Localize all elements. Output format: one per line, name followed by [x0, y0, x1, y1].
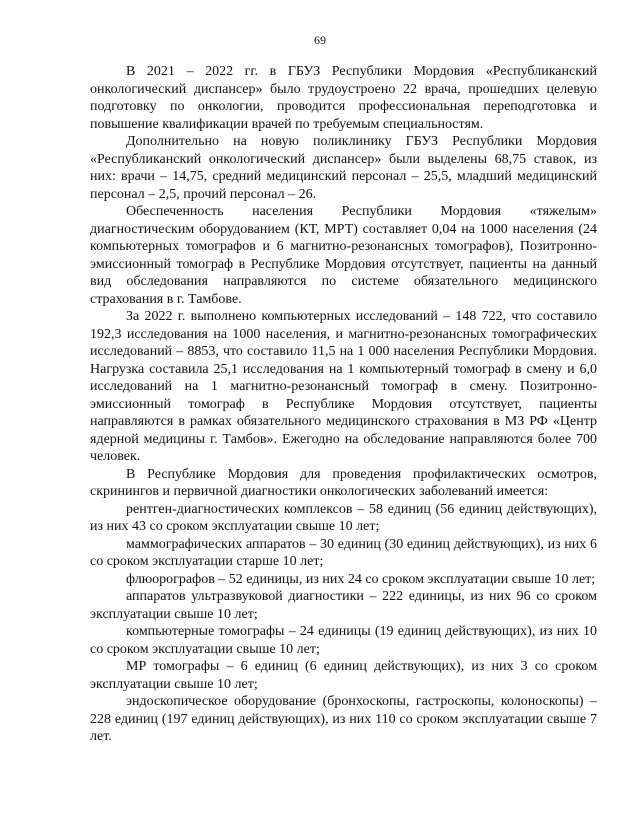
paragraph-staffing: В 2021 – 2022 гг. в ГБУЗ Республики Мордовия «Республиканский онкологический диспансер» было трудоустроено 22 врача, прошедших целевую подготовку по онкологии, проводится профессиональная переподготовка и повышение квалификации врачей по требуемым специальностям.	[90, 64, 597, 132]
list-item-xray: рентген-диагностических комплексов – 58 единиц (56 единиц действующих), из них 43 со сроком эксплуатации свыше 10 лет;	[90, 501, 597, 534]
paragraph-equipment-provision: Обеспеченность населения Республики Мордовия «тяжелым» диагностическим оборудованием (КТ, МРТ) составляет 0,04 на 1000 населения (24 компьютерных томографов и 6 магнитно-резонансных томографов), Позитронно-эмиссионный томограф в Республике Мордовия отсутствует, пациенты на данный вид обследования направляются по системе обязательного медицинского страхования в г. Тамбове.	[90, 204, 597, 307]
list-item-ultrasound: аппаратов ультразвуковой диагностики – 222 единицы, из них 96 со сроком эксплуатации свыше 10 лет;	[90, 589, 597, 622]
document-body	[90, 63, 597, 746]
list-item-endoscopy: эндоскопическое оборудование (бронхоскопы, гастроскопы, колоноскопы) – 228 единиц (197 единиц действующих), из них 110 со сроком эксплуатации свыше 7 лет.	[90, 694, 597, 744]
list-item-mammography: маммографических аппаратов – 30 единиц (30 единиц действующих), из них 6 со сроком эксплуатации старше 10 лет;	[90, 536, 597, 569]
paragraph-diagnostics-intro: В Республике Мордовия для проведения профилактических осмотров, скринингов и первичной диагностики онкологических заболеваний имеется:	[90, 466, 597, 499]
paragraph-2022-studies: За 2022 г. выполнено компьютерных исследований – 148 722, что составило 192,3 исследования на 1000 населения, и магнитно-резонансных томографических исследований – 8853, что составило 11,5 на 1 000 населения Республики Мордовия. Нагрузка составила 25,1 исследования на 1 компьютерный томограф в смену и 6,0 исследований на 1 магнитно-резонансный томограф в смену. Позитронно-эмиссионный томограф в Республике Мордовия отсутствует, пациенты направляются в рамках обязательного медицинского страхования в МЗ РФ «Центр ядерной медицины г. Тамбов». Ежегодно на обследование направляются более 700 человек.	[90, 309, 597, 464]
list-item-fluorography: флюорографов – 52 единицы, из них 24 со сроком эксплуатации свыше 10 лет;	[126, 571, 596, 587]
page-number: 69	[314, 33, 326, 47]
list-item-mri: МР томографы – 6 единиц (6 единиц действующих), из них 3 со сроком эксплуатации свыше 10 лет;	[90, 659, 597, 692]
list-item-ct: компьютерные томографы – 24 единицы (19 единиц действующих), из них 10 со сроком эксплуатации свыше 10 лет;	[90, 624, 597, 657]
paragraph-new-polyclinic: Дополнительно на новую поликлинику ГБУЗ Республики Мордовия «Республиканский онкологический диспансер» были выделены 68,75 ставок, из них: врачи – 14,75, средний медицинский персонал – 25,5, младший медицинский персонал – 2,5, прочий персонал – 26.	[90, 134, 597, 202]
